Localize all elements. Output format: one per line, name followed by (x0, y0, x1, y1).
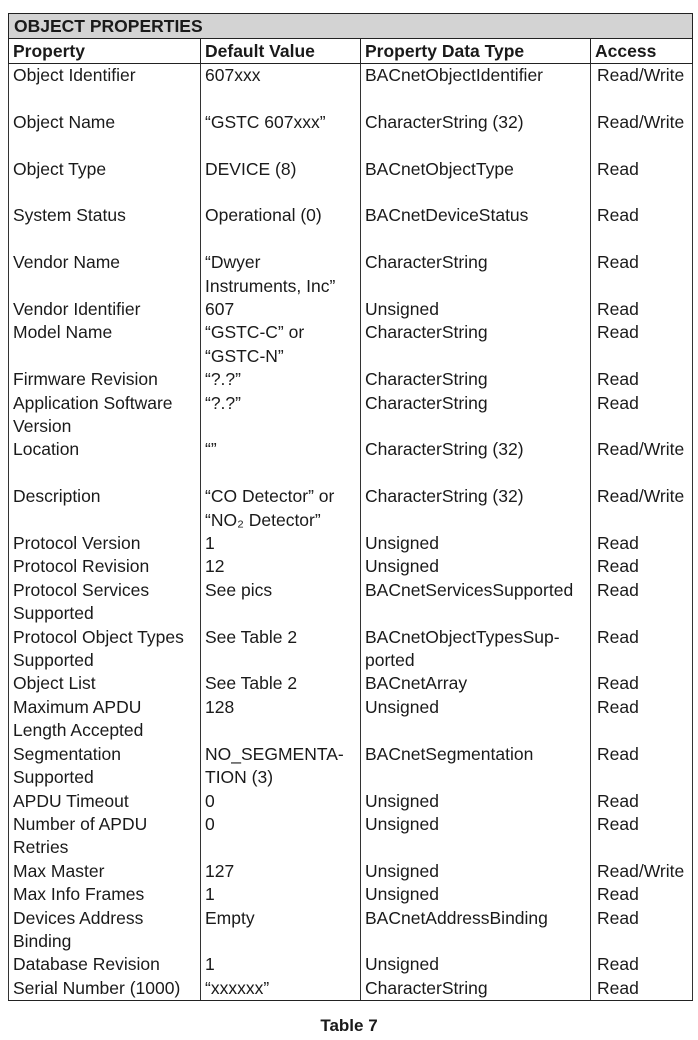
cell-access: Read (591, 953, 693, 976)
cell-data-type: BACnetServicesSupported (361, 579, 591, 626)
cell-access: Read (591, 813, 693, 860)
cell-default-value: “Dwyer Instruments, Inc” (201, 251, 361, 298)
table-row (9, 111, 693, 158)
cell-access: Read (591, 907, 693, 954)
cell-default-value: “GSTC-C” or “GSTC-N” (201, 321, 361, 368)
cell-data-type: CharacterString (32) (361, 485, 591, 532)
cell-default-value: Empty (201, 907, 361, 954)
cell-access: Read (591, 743, 693, 790)
cell-property: Number of APDU Retries (9, 813, 201, 860)
cell-access: Read (591, 321, 693, 368)
cell-access: Read (591, 977, 693, 1001)
cell-default-value: 12 (201, 555, 361, 578)
cell-default-value: “xxxxxx” (201, 977, 361, 1001)
cell-access: Read (591, 532, 693, 555)
table-row (9, 204, 693, 251)
cell-property: Protocol Version (9, 532, 201, 555)
cell-data-type: CharacterString (361, 392, 591, 439)
cell-default-value: 607xxx (201, 64, 361, 111)
cell-data-type: BACnetObjectIdentifier (361, 64, 591, 111)
cell-default-value: “GSTC 607xxx” (201, 111, 361, 158)
cell-property: APDU Timeout (9, 790, 201, 813)
cell-access: Read (591, 672, 693, 695)
cell-access: Read (591, 158, 693, 205)
table-row (9, 158, 693, 205)
cell-access: Read/Write (591, 860, 693, 883)
cell-default-value: 0 (201, 813, 361, 860)
cell-data-type: BACnetObjectTypesSup-ported (361, 626, 591, 673)
cell-default-value: “CO Detector” or “NO₂ Detector” (201, 485, 361, 532)
table-row (9, 626, 693, 673)
cell-access: Read (591, 298, 693, 321)
cell-access: Read (591, 251, 693, 298)
table-row (9, 321, 693, 368)
cell-data-type: Unsigned (361, 298, 591, 321)
cell-default-value: 127 (201, 860, 361, 883)
cell-property: Serial Number (1000) (9, 977, 201, 1001)
table-row (9, 555, 693, 578)
cell-property: Protocol Object Types Supported (9, 626, 201, 673)
cell-default-value: 1 (201, 883, 361, 906)
cell-default-value: 0 (201, 790, 361, 813)
cell-property: Location (9, 438, 201, 485)
cell-property: Max Master (9, 860, 201, 883)
cell-access: Read/Write (591, 438, 693, 485)
cell-access: Read/Write (591, 485, 693, 532)
cell-access: Read (591, 626, 693, 673)
cell-property: Max Info Frames (9, 883, 201, 906)
cell-property: Firmware Revision (9, 368, 201, 391)
table-title: OBJECT PROPERTIES (9, 14, 693, 39)
table-row (9, 883, 693, 906)
table-row (9, 438, 693, 485)
cell-default-value: “?.?” (201, 368, 361, 391)
cell-property: Segmentation Supported (9, 743, 201, 790)
cell-data-type: Unsigned (361, 790, 591, 813)
cell-access: Read (591, 883, 693, 906)
cell-data-type: Unsigned (361, 860, 591, 883)
table-row (9, 977, 693, 1001)
cell-access: Read (591, 392, 693, 439)
column-header-property: Property (9, 39, 201, 64)
cell-data-type: CharacterString (32) (361, 438, 591, 485)
cell-data-type: CharacterString (361, 977, 591, 1001)
cell-data-type: BACnetArray (361, 672, 591, 695)
cell-access: Read (591, 579, 693, 626)
table-row (9, 907, 693, 954)
cell-default-value: 1 (201, 532, 361, 555)
cell-default-value: See pics (201, 579, 361, 626)
cell-data-type: CharacterString (32) (361, 111, 591, 158)
cell-access: Read (591, 790, 693, 813)
cell-access: Read (591, 368, 693, 391)
object-properties-table-container (8, 13, 692, 1001)
table-row (9, 790, 693, 813)
cell-property: Devices Address Binding (9, 907, 201, 954)
table-header-row (9, 39, 693, 64)
cell-default-value: 128 (201, 696, 361, 743)
table-row (9, 485, 693, 532)
cell-property: Protocol Revision (9, 555, 201, 578)
table-row (9, 532, 693, 555)
table-row (9, 368, 693, 391)
cell-property: Object Type (9, 158, 201, 205)
cell-property: Vendor Identifier (9, 298, 201, 321)
cell-property: System Status (9, 204, 201, 251)
table-row (9, 813, 693, 860)
table-row (9, 696, 693, 743)
cell-data-type: BACnetAddressBinding (361, 907, 591, 954)
cell-data-type: CharacterString (361, 321, 591, 368)
cell-default-value: NO_SEGMENTA-TION (3) (201, 743, 361, 790)
cell-property: Vendor Name (9, 251, 201, 298)
cell-property: Model Name (9, 321, 201, 368)
cell-property: Object List (9, 672, 201, 695)
cell-data-type: Unsigned (361, 532, 591, 555)
table-row (9, 953, 693, 976)
cell-data-type: Unsigned (361, 953, 591, 976)
cell-default-value: DEVICE (8) (201, 158, 361, 205)
cell-property: Description (9, 485, 201, 532)
column-header-data-type: Property Data Type (361, 39, 591, 64)
cell-access: Read/Write (591, 111, 693, 158)
table-row (9, 64, 693, 111)
cell-default-value: 1 (201, 953, 361, 976)
cell-data-type: CharacterString (361, 251, 591, 298)
table-row (9, 251, 693, 298)
table-title-row (9, 14, 693, 39)
cell-property: Object Identifier (9, 64, 201, 111)
cell-property: Database Revision (9, 953, 201, 976)
cell-property: Protocol Services Supported (9, 579, 201, 626)
table-row (9, 392, 693, 439)
cell-data-type: BACnetSegmentation (361, 743, 591, 790)
cell-access: Read (591, 555, 693, 578)
table-row (9, 579, 693, 626)
table-row (9, 860, 693, 883)
cell-data-type: CharacterString (361, 368, 591, 391)
cell-data-type: BACnetDeviceStatus (361, 204, 591, 251)
cell-default-value: See Table 2 (201, 672, 361, 695)
cell-property: Application Software Version (9, 392, 201, 439)
table-row (9, 743, 693, 790)
cell-access: Read (591, 204, 693, 251)
cell-default-value: See Table 2 (201, 626, 361, 673)
column-header-access: Access (591, 39, 693, 64)
cell-data-type: Unsigned (361, 883, 591, 906)
cell-default-value: Operational (0) (201, 204, 361, 251)
cell-default-value: “” (201, 438, 361, 485)
cell-property: Maximum APDU Length Accepted (9, 696, 201, 743)
object-properties-table (8, 13, 693, 1001)
cell-data-type: Unsigned (361, 555, 591, 578)
cell-access: Read (591, 696, 693, 743)
cell-default-value: 607 (201, 298, 361, 321)
table-row (9, 672, 693, 695)
cell-data-type: BACnetObjectType (361, 158, 591, 205)
cell-default-value: “?.?” (201, 392, 361, 439)
cell-access: Read/Write (591, 64, 693, 111)
table-body (9, 64, 693, 1001)
column-header-default-value: Default Value (201, 39, 361, 64)
cell-data-type: Unsigned (361, 696, 591, 743)
table-caption: Table 7 (320, 1016, 378, 1035)
table-row (9, 298, 693, 321)
cell-property: Object Name (9, 111, 201, 158)
cell-data-type: Unsigned (361, 813, 591, 860)
